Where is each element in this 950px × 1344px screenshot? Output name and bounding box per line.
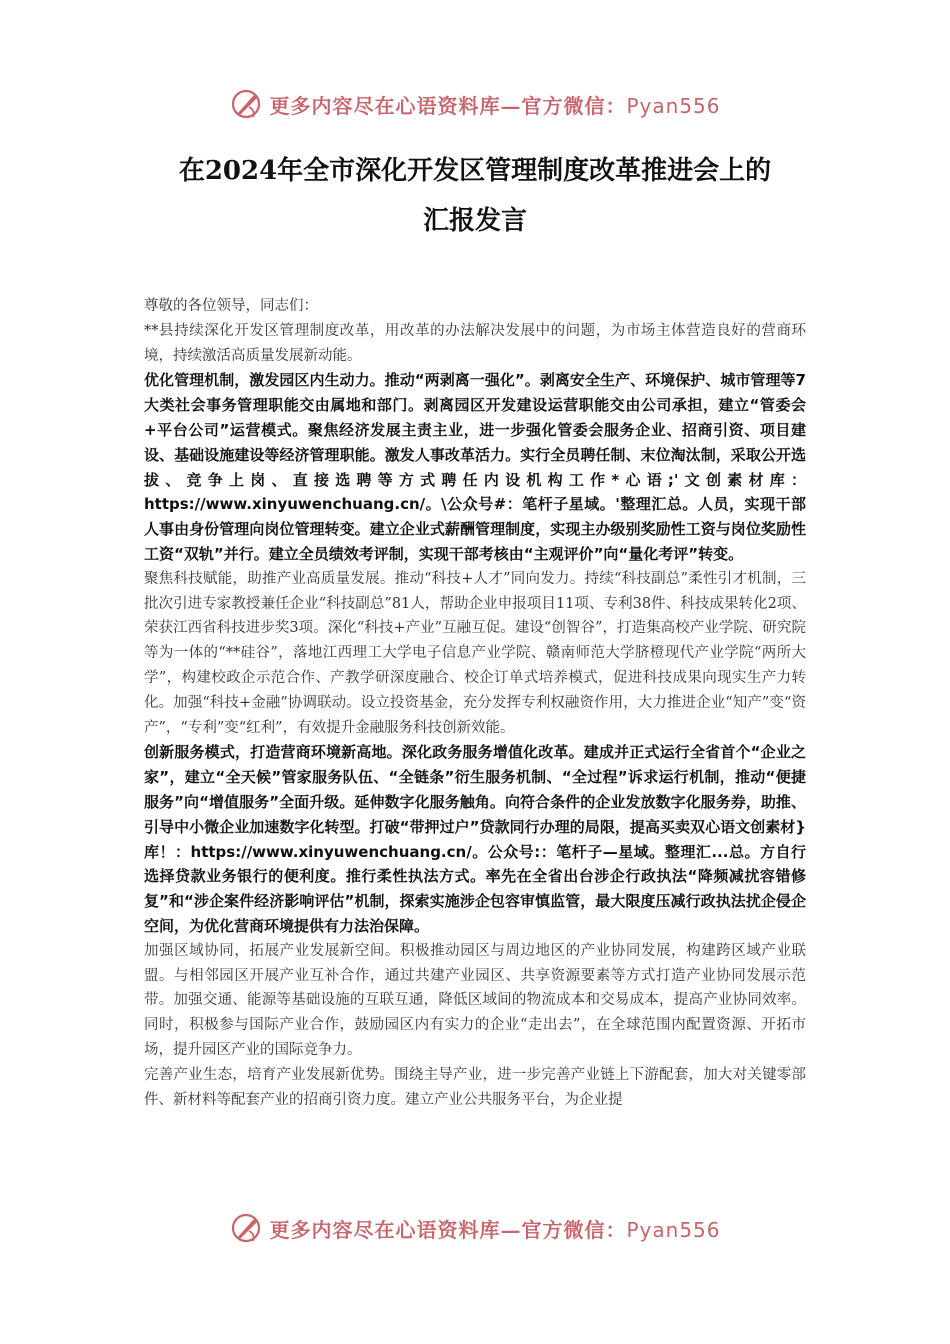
paragraph-technology: 聚焦科技赋能，助推产业高质量发展。推动“科技+人才”同向发力。持续“科技副总”柔性引才机制，三批次引进专家教授兼任企业“科技副总”81人，帮助企业申报项目11项、专利38件、科技成果转化2项、荣获江西省科技进步奖3项。深化“科技+产业”互融互促。建设“创智谷”，打造集高校产业学院、研究院等为一体的“**硅谷”，落地江西理工大学电子信息产业学院、赣南师范大学脐橙现代产业学院“两所大学”，构建校政企示范合作、产教学研深度融合、校企订单式培养模式，促进科技成果向现实生产力转化。加强“科技+金融”协调联动。设立投资基金，充分发挥专利权融资作用，大力推进企业“知产”变“资产”，“专利”变“红利”，有效提升金融服务科技创新效能。 (144, 570, 806, 736)
paragraph-service: 创新服务模式，打造营商环境新高地。深化政务服务增值化改革。建成并正式运行全省首个“企业之家”，建立“全天候”管家服务队伍、“全链条”衍生服务机制、“全过程”诉求运行机制，推动“便捷服务”向“增值服务”全面升级。延伸数字化服务触角。向符合条件的企业发放数字化服务券，助推、引导中小微企业加速数字化转型。打破“带押过户”贷款同行办理的局限，提高买卖双心语文创素材}库！：https://www.xinyuwenchuang.cn/。公众号:：笔杆子—星域。整理汇...总。方自行选择贷款业务银行的便利度。推行柔性执法方式。率先在全省出台涉企行政执法“降频减扰容错修复”和“涉企案件经济影响评估”机制，探索实施涉企包容审慎监管，最大限度压减行政执法扰企侵企空间，为优化营商环境提供有力法治保障。 (144, 743, 806, 935)
quill-logo-icon (229, 87, 263, 121)
title-line-1: 在2024年全市深化开发区管理制度改革推进会上的 (178, 156, 772, 186)
wechat-id: Pyan556 (626, 93, 721, 118)
document-title (60, 146, 890, 246)
footer-banner (0, 1206, 950, 1250)
banner-text: 更多内容尽在心语资料库—官方微信：Pyan556 (269, 1217, 721, 1242)
intro-paragraph: **县持续深化开发区管理制度改革，用改革的办法解决发展中的问题，为市场主体营造良好的营商环境，持续激活高质量发展新动能。 (144, 322, 806, 364)
document-body (144, 294, 806, 1112)
paragraph-regional: 加强区域协同，拓展产业发展新空间。积极推动园区与周边地区的产业协同发展，构建跨区域产业联盟。与相邻园区开展产业互补合作，通过共建产业园区、共享资源要素等方式打造产业协同发展示范带。加强交通、能源等基础设施的互联互通，降低区域间的物流成本和交易成本，提高产业协同效率。同时，积极参与国际产业合作，鼓励园区内有实力的企业“走出去”，在全球范围内配置资源、开拓市场，提升园区产业的国际竞争力。 (144, 942, 806, 1058)
paragraph-management: 优化管理机制，激发园区内生动力。推动“两剥离一强化”。剥离安全生产、环境保护、城市管理等7大类社会事务管理职能交由属地和部门。剥离园区开发建设运营职能交由公司承担，建立“管委会+平台公司”运营模式。聚焦经济发展主责主业，进一步强化管委会服务企业、招商引资、项目建设、基础设施建设等经济管理职能。激发人事改革活力。实行全员聘任制、末位淘汰制，采取公开选拔、竞争上岗、直接选聘等方式聘任内设机构工作*心语;'文创素材库：https://www.xinyuwenchuang.cn/。\公众号#：笔杆子星域。'整理汇总。人员，实现干部人事由身份管理向岗位管理转变。建立企业式薪酬管理制度，实现主办级别奖励性工资与岗位奖励性工资“双轨”并行。建立全员绩效考评制，实现干部考核由“主观评价”向“量化考评”转变。 (144, 371, 806, 563)
quill-logo-icon (229, 1211, 263, 1245)
title-line-2: 汇报发言 (422, 206, 527, 236)
salutation: 尊敬的各位领导，同志们： (144, 298, 318, 314)
banner-text: 更多内容尽在心语资料库—官方微信：Pyan556 (269, 93, 721, 118)
header-banner (0, 82, 950, 126)
paragraph-ecosystem: 完善产业生态，培育产业发展新优势。围绕主导产业，进一步完善产业链上下游配套，加大对关键零部件、新材料等配套产业的招商引资力度。建立产业公共服务平台，为企业提 (144, 1066, 806, 1108)
wechat-id: Pyan556 (626, 1217, 721, 1242)
